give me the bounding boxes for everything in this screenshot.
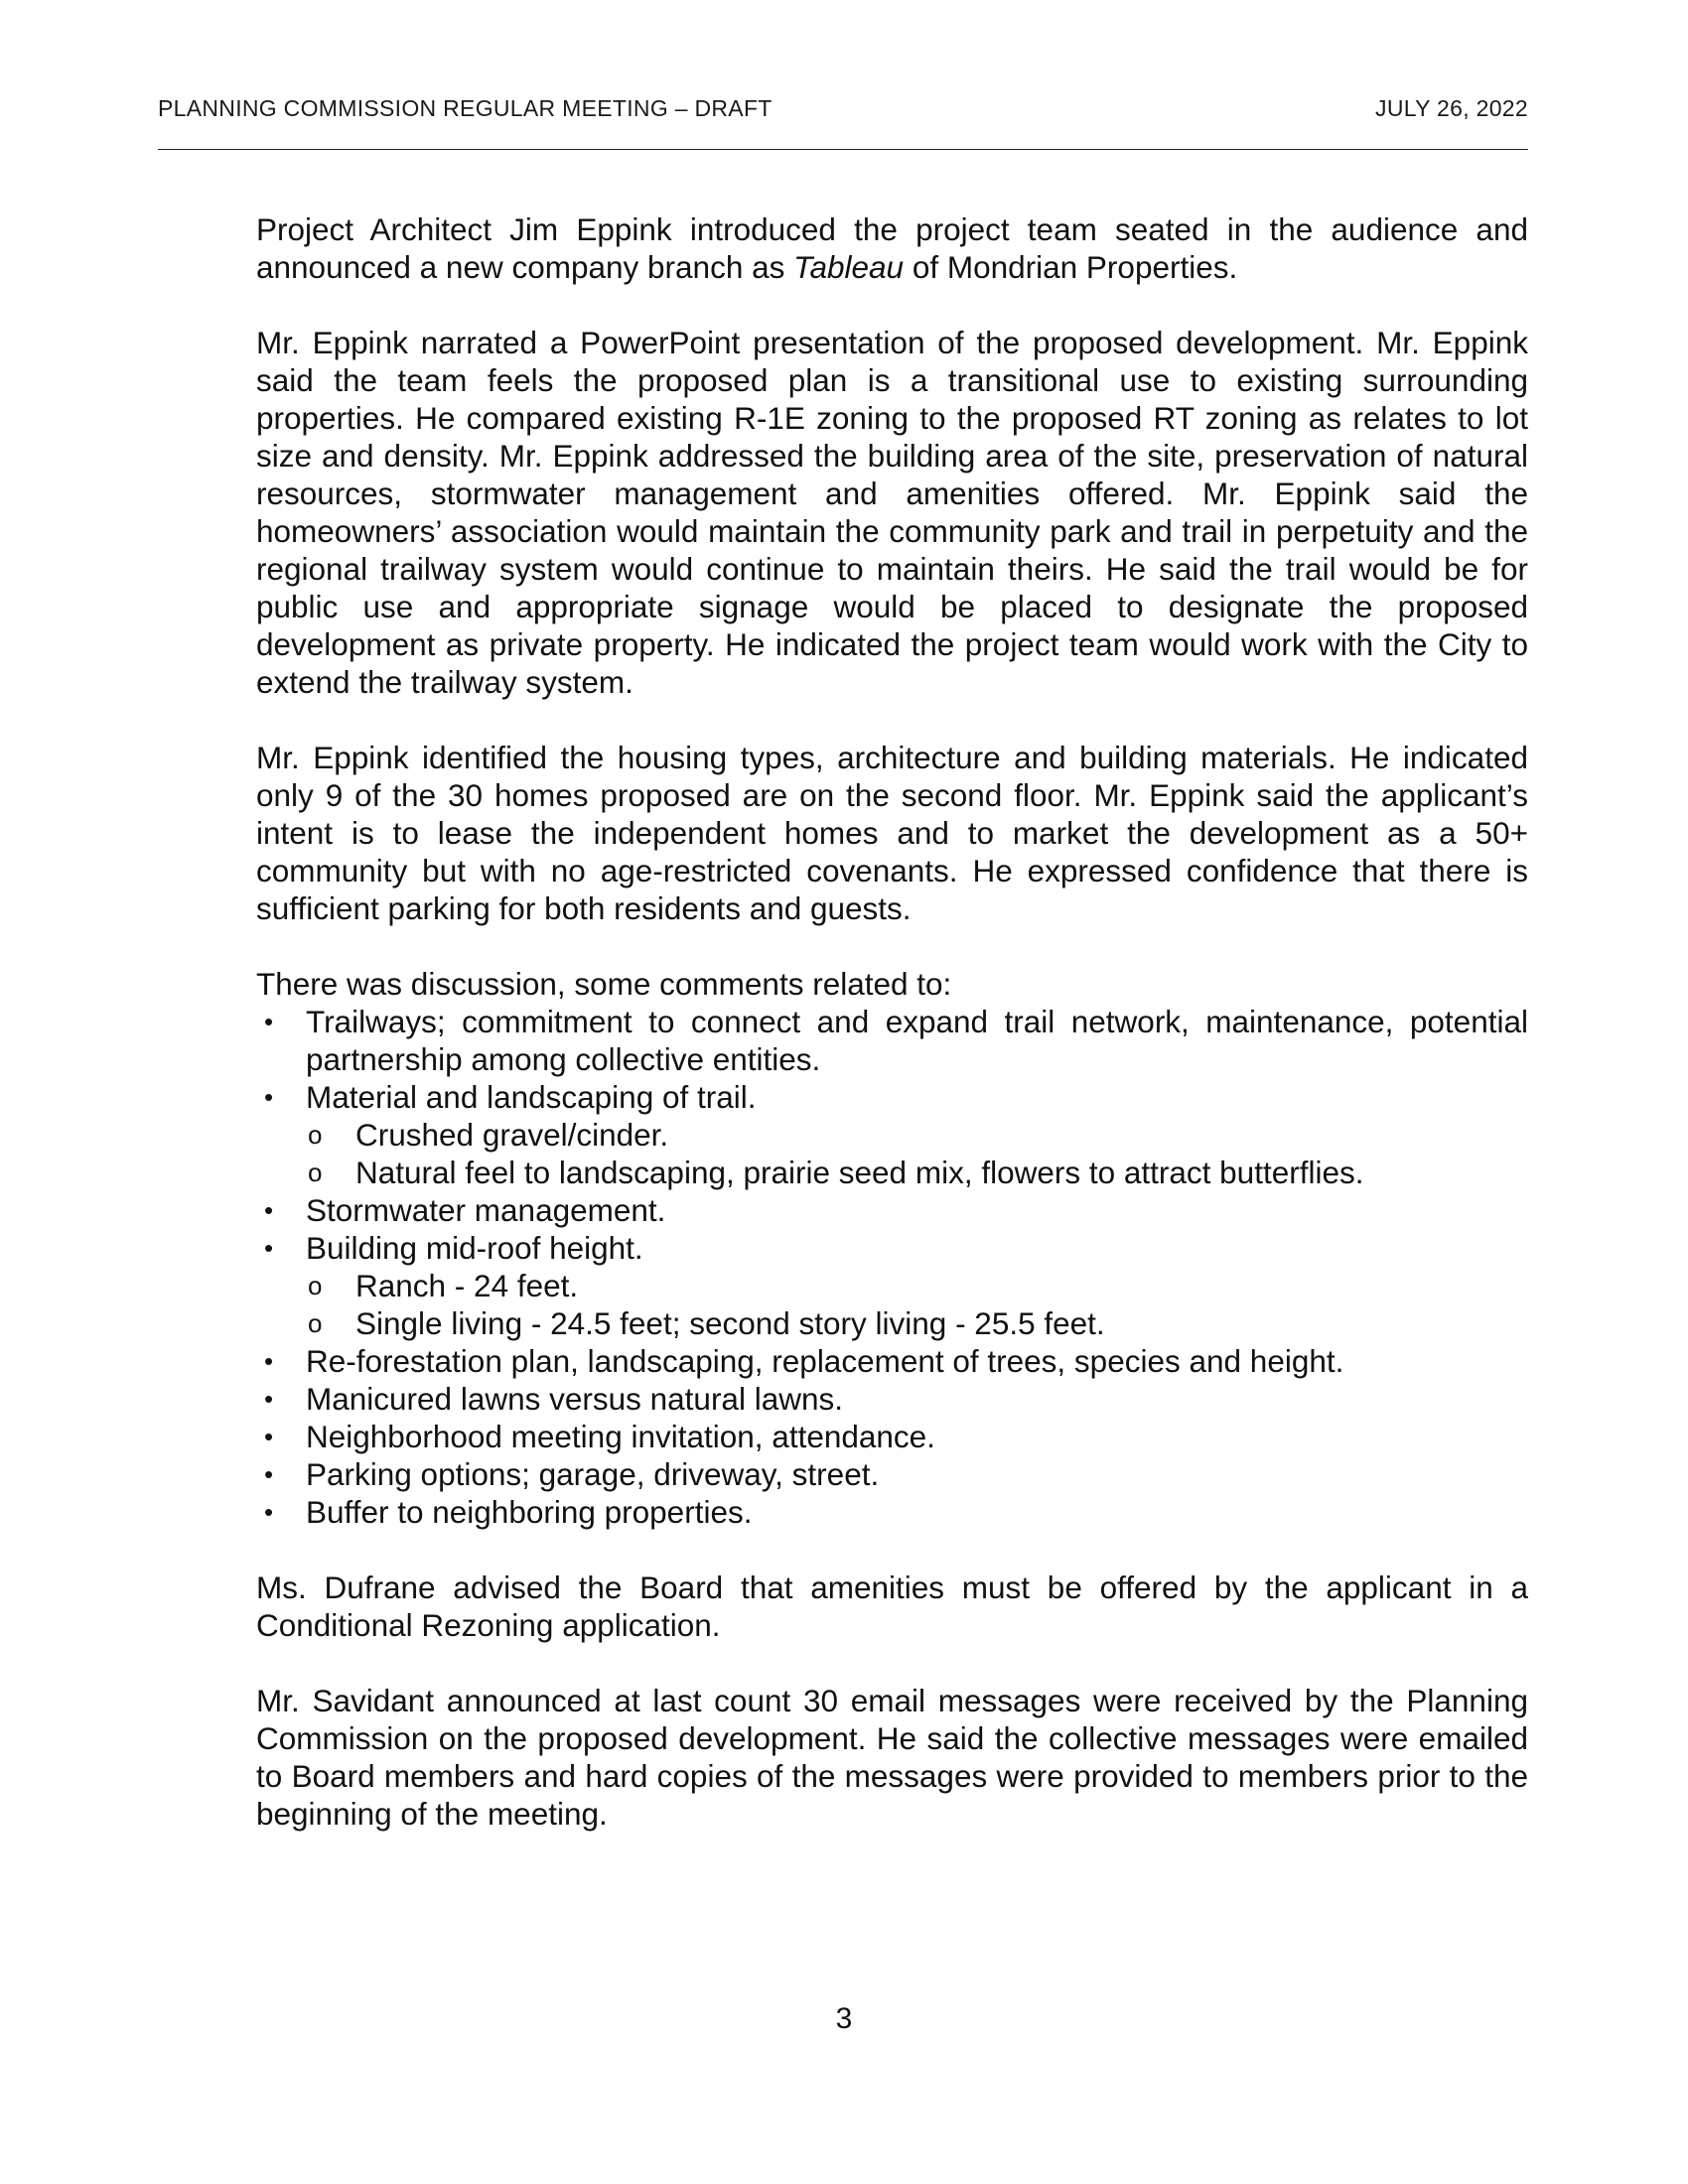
- sub-bullet-item: [306, 1116, 1528, 1154]
- sub-bullet-text: Ranch - 24 feet.: [355, 1268, 579, 1303]
- circle-bullet-icon: o: [308, 1120, 323, 1150]
- bullet-icon: •: [264, 1082, 274, 1112]
- paragraph-housing-types: Mr. Eppink identified the housing types, architecture and building materials. He indicated only 9 of the 30 homes proposed are on the second floor. Mr. Eppink said the applicant’s intent is to lease the independent homes and to market the development as a 50+ community but with no age-restricted covenants. He expressed confidence that there is sufficient parking for both residents and guests.: [256, 740, 1528, 926]
- bullet-icon: •: [264, 1233, 274, 1263]
- sub-bullet-item: [306, 1304, 1528, 1342]
- bullet-text: Buffer to neighboring properties.: [306, 1494, 753, 1530]
- circle-bullet-icon: o: [308, 1271, 323, 1300]
- bullet-item: [256, 1455, 1528, 1493]
- bullet-icon: •: [264, 1195, 274, 1225]
- circle-bullet-icon: o: [308, 1158, 323, 1187]
- company-branch-name: Tableau: [793, 249, 905, 285]
- bullet-icon: •: [264, 1459, 274, 1489]
- sub-bullet-item: [306, 1267, 1528, 1304]
- paragraph-presentation: Mr. Eppink narrated a PowerPoint presentation of the proposed development. Mr. Eppink said the team feels the proposed plan is a transitional use to existing surrounding properties. He compared existing R-1E zoning to the proposed RT zoning as relates to lot size and density. Mr. Eppink addressed the building area of the site, preservation of natural resources, stormwater management and amenities offered. Mr. Eppink said the homeowners’ association would maintain the community park and trail in perpetuity and the regional trailway system would continue to maintain theirs. He said the trail would be for public use and appropriate signage would be placed to designate the proposed development as private property. He indicated the project team would work with the City to extend the trailway system.: [256, 325, 1528, 700]
- sub-bullet-list: [306, 1267, 1528, 1342]
- page-number: 3: [835, 2002, 853, 2035]
- header-divider: [158, 149, 1528, 150]
- sub-bullet-text: Single living - 24.5 feet; second story living - 25.5 feet.: [355, 1305, 1105, 1341]
- paragraph-savidant: Mr. Savidant announced at last count 30 email messages were received by the Planning Commission on the proposed development. He said the collective messages were emailed to Board members and hard copies of the messages were provided to members prior to the beginning of the meeting.: [256, 1683, 1528, 1832]
- sub-bullet-text: Crushed gravel/cinder.: [355, 1117, 669, 1153]
- bullet-text: Stormwater management.: [306, 1192, 666, 1228]
- sub-bullet-text: Natural feel to landscaping, prairie seed mix, flowers to attract butterflies.: [355, 1155, 1364, 1190]
- bullet-text: Parking options; garage, driveway, street.: [306, 1456, 880, 1492]
- bullet-icon: •: [264, 1384, 274, 1414]
- bullet-icon: •: [264, 1007, 274, 1036]
- document-body: [256, 210, 1528, 1870]
- bullet-text: Neighborhood meeting invitation, attendance.: [306, 1419, 935, 1454]
- header-date: JULY 26, 2022: [1375, 95, 1528, 121]
- bullet-item: [256, 1229, 1528, 1342]
- bullet-item: [256, 1380, 1528, 1418]
- sub-bullet-list: [306, 1116, 1528, 1191]
- bullet-item: [256, 1078, 1528, 1191]
- paragraph-text: of Mondrian Properties.: [904, 249, 1238, 285]
- bullet-item: [256, 1418, 1528, 1455]
- paragraph-intro-architect: [256, 210, 1528, 286]
- header-title: PLANNING COMMISSION REGULAR MEETING – DRAFT: [158, 95, 773, 121]
- bullet-item: [256, 1493, 1528, 1531]
- discussion-bullet-list: [256, 1003, 1528, 1531]
- bullet-item: [256, 1191, 1528, 1229]
- bullet-icon: •: [264, 1497, 274, 1527]
- bullet-text: Trailways; commitment to connect and expand trail network, maintenance, potential partnership among collective entities.: [306, 1004, 1528, 1077]
- bullet-icon: •: [264, 1422, 274, 1451]
- bullet-icon: •: [264, 1346, 274, 1376]
- paragraph-dufrane: Ms. Dufrane advised the Board that amenities must be offered by the applicant in a Conditional Rezoning application.: [256, 1570, 1528, 1643]
- paragraph-text: Project Architect Jim Eppink introduced the project team seated in the audience and announced a new company branch as: [256, 211, 1528, 285]
- sub-bullet-item: [306, 1154, 1528, 1191]
- bullet-item: [256, 1003, 1528, 1078]
- paragraph-discussion-intro: There was discussion, some comments related to:: [256, 966, 952, 1002]
- bullet-item: [256, 1342, 1528, 1380]
- bullet-text: Manicured lawns versus natural lawns.: [306, 1381, 843, 1417]
- bullet-text: Re-forestation plan, landscaping, replacement of trees, species and height.: [306, 1343, 1344, 1379]
- circle-bullet-icon: o: [308, 1308, 323, 1338]
- bullet-text: Building mid-roof height.: [306, 1230, 643, 1266]
- bullet-text: Material and landscaping of trail.: [306, 1079, 757, 1115]
